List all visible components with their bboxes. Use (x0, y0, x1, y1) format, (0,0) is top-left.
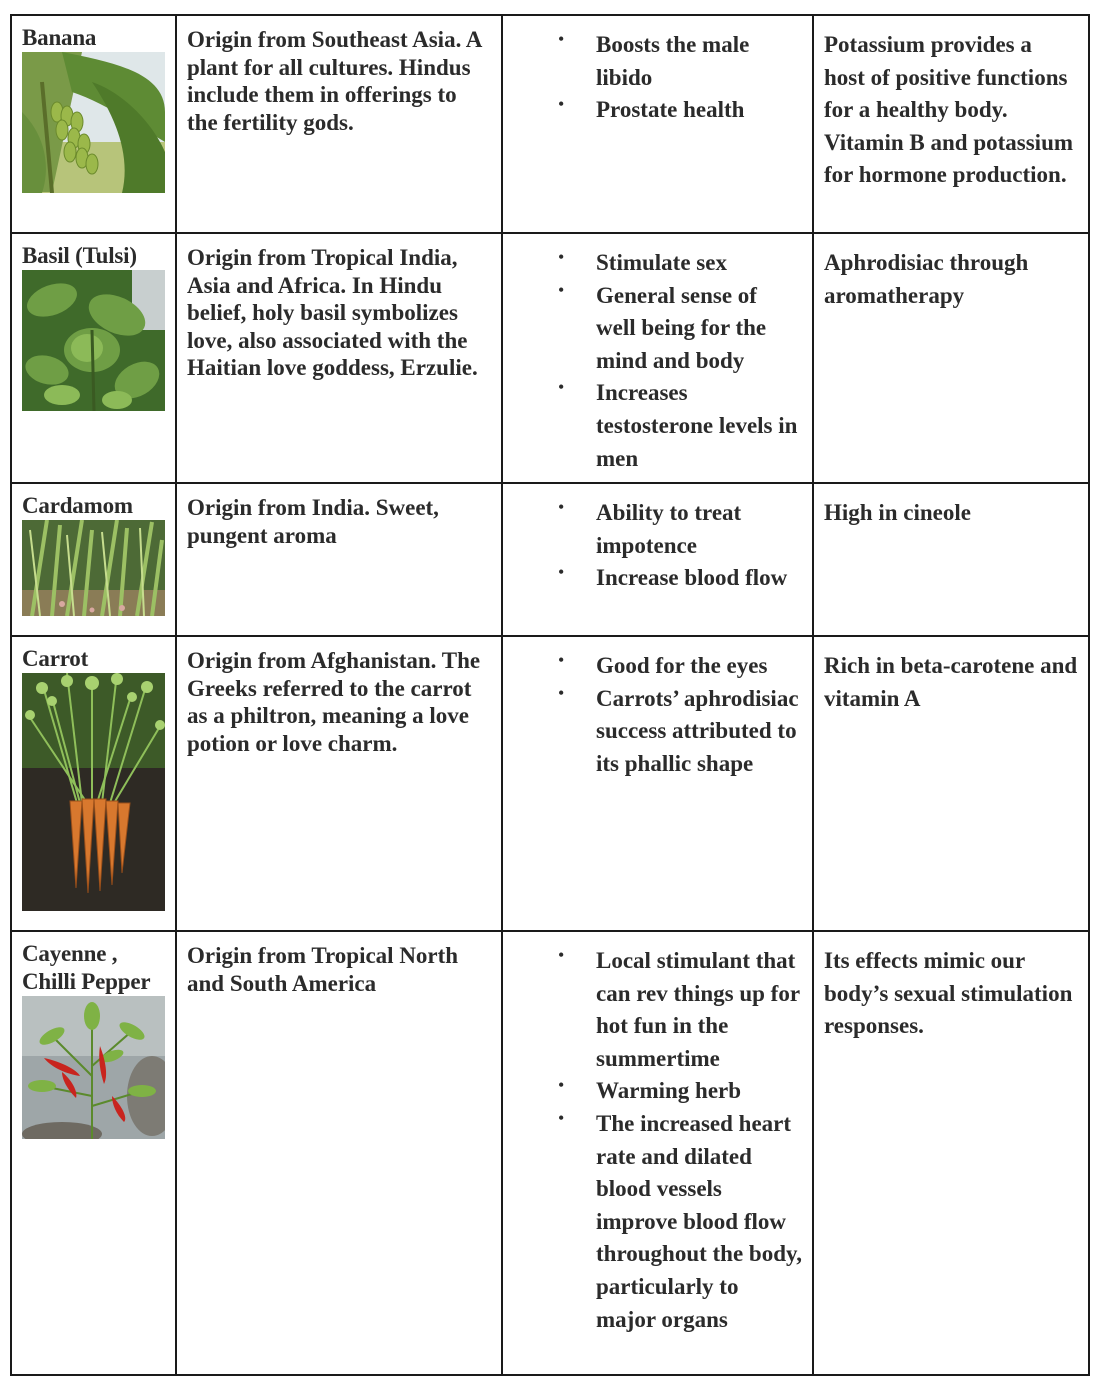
herb-table (10, 14, 1090, 1376)
list-item: • Warming herb (503, 1075, 802, 1108)
herb-cell (11, 636, 176, 931)
table-row (11, 483, 1089, 636)
herb-cell (11, 931, 176, 1375)
origin-cell (176, 15, 502, 233)
herb-name: Cayenne , Chilli Pepper (22, 941, 151, 994)
list-item: • General sense of well being for the mind and body (503, 280, 802, 378)
origin-text: Origin from India. Sweet, pungent aroma (187, 495, 439, 548)
table-row (11, 636, 1089, 931)
basil-plant-photo (22, 270, 165, 411)
list-item: • Boosts the male libido (503, 29, 802, 94)
table-row (11, 15, 1089, 233)
origin-text: Origin from Afghanistan. The Greeks referred to the carrot as a philtron, meaning a love potion or love charm. (187, 648, 481, 756)
table-row (11, 931, 1089, 1375)
list-item: • Carrots’ aphrodisiac success attributed to its phallic shape (503, 683, 802, 781)
banana-plant-photo (22, 52, 165, 193)
herb-name: Cardamom (22, 493, 133, 518)
cardamom-plant-photo (22, 520, 165, 616)
benefits-list (503, 234, 812, 475)
notes-cell (813, 483, 1089, 636)
list-item: • Local stimulant that can rev things up for hot fun in the summertime (503, 945, 802, 1075)
herb-cell (11, 483, 176, 636)
list-item: • The increased heart rate and dilated blood vessels improve blood flow throughout the body, particularly to major organs (503, 1108, 802, 1336)
list-item: • Stimulate sex (503, 247, 802, 280)
benefits-cell (502, 636, 813, 931)
table-row (11, 233, 1089, 483)
benefits-list (503, 932, 812, 1336)
carrot-photo (22, 673, 165, 911)
herb-name: Carrot (22, 646, 89, 671)
benefits-list (503, 484, 812, 595)
benefits-list (503, 637, 812, 780)
benefits-cell (502, 483, 813, 636)
chilli-pepper-plant-photo (22, 996, 165, 1139)
origin-text: Origin from Tropical India, Asia and Africa. In Hindu belief, holy basil symbolizes love, also associated with the Haitian love goddess, Erzulie. (187, 245, 478, 380)
notes-cell (813, 15, 1089, 233)
notes-text: High in cineole (824, 500, 971, 525)
benefits-cell (502, 233, 813, 483)
herb-cell (11, 15, 176, 233)
origin-cell (176, 931, 502, 1375)
origin-cell (176, 233, 502, 483)
origin-cell (176, 483, 502, 636)
benefits-list (503, 16, 812, 127)
list-item: • Increases testosterone levels in men (503, 377, 802, 475)
list-item: • Prostate health (503, 94, 802, 127)
origin-text: Origin from Tropical North and South America (187, 943, 459, 996)
origin-cell (176, 636, 502, 931)
herb-name: Basil (Tulsi) (22, 243, 137, 268)
notes-text: Aphrodisiac through aromatherapy (824, 250, 1029, 308)
notes-text: Its effects mimic our body’s sexual stimulation responses. (824, 948, 1073, 1039)
list-item: • Increase blood flow (503, 562, 802, 595)
list-item: • Good for the eyes (503, 650, 802, 683)
notes-cell (813, 636, 1089, 931)
herb-cell (11, 233, 176, 483)
notes-text: Rich in beta-carotene and vitamin A (824, 653, 1078, 711)
herb-name: Banana (22, 25, 97, 50)
list-item: • Ability to treat impotence (503, 497, 802, 562)
notes-cell (813, 931, 1089, 1375)
notes-cell (813, 233, 1089, 483)
notes-text: Potassium provides a host of positive functions for a healthy body. Vitamin B and potassium for hormone production. (824, 32, 1074, 188)
benefits-cell (502, 931, 813, 1375)
benefits-cell (502, 15, 813, 233)
origin-text: Origin from Southeast Asia. A plant for all cultures. Hindus include them in offerings to the fertility gods. (187, 27, 482, 135)
